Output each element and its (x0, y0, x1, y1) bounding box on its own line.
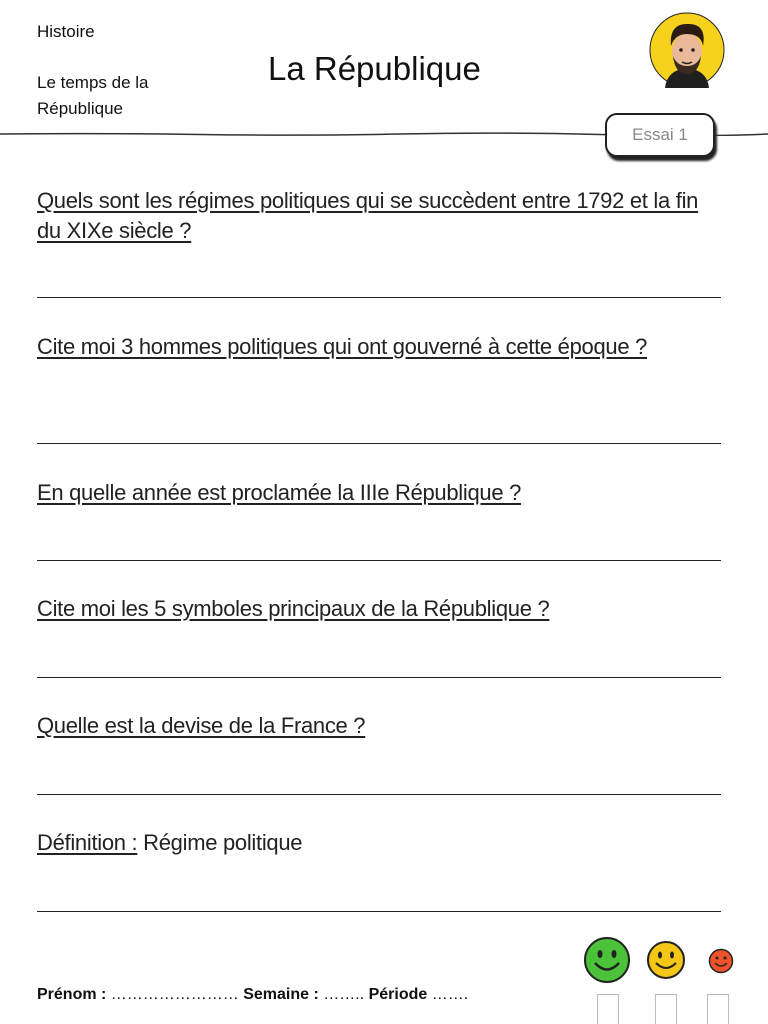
prenom-label: Prénom : (37, 986, 107, 1003)
footer-fields (37, 986, 468, 1004)
question-5-text: Quelle est la devise de la France ? (37, 713, 366, 738)
answer-line-5[interactable] (37, 794, 721, 795)
periode-label: Période (368, 986, 428, 1003)
checkbox-red[interactable] (707, 994, 729, 1024)
avatar-icon (649, 12, 725, 88)
question-2-text: Cite moi 3 hommes politiques qui ont gouverné à cette époque ? (37, 334, 648, 359)
prenom-field[interactable]: …………………… (106, 986, 244, 1003)
answer-line-6[interactable] (37, 911, 721, 912)
question-1-text: Quels sont les régimes politiques qui se succèdent entre 1792 et la fin du XIXe siècle ? (37, 188, 699, 243)
answer-line-3[interactable] (37, 560, 721, 561)
essai-badge: Essai 1 (605, 113, 715, 157)
answer-line-2[interactable] (37, 443, 721, 444)
periode-field[interactable]: ……. (427, 986, 469, 1003)
answer-line-4[interactable] (37, 677, 721, 678)
page-title: La République (268, 50, 481, 87)
subject-label: Histoire (37, 22, 95, 41)
definition-label: Définition : (37, 830, 138, 855)
smiley-green-icon (583, 936, 631, 984)
lesson-line-2: République (37, 99, 124, 118)
semaine-field[interactable]: …….. (318, 986, 369, 1003)
question-2 (37, 332, 727, 362)
question-4-text: Cite moi les 5 symboles principaux de la République ? (37, 596, 550, 621)
smiley-yellow-icon (646, 940, 686, 980)
smiley-red-icon (708, 948, 734, 974)
answer-line-1[interactable] (37, 297, 721, 298)
lesson-line-1: Le temps de la (37, 73, 149, 92)
question-5 (37, 711, 727, 741)
semaine-label: Semaine : (243, 986, 319, 1003)
checkbox-green[interactable] (597, 994, 619, 1024)
question-4 (37, 594, 727, 624)
lesson-label (37, 70, 207, 122)
checkbox-yellow[interactable] (655, 994, 677, 1024)
question-1 (37, 186, 727, 246)
question-3-text: En quelle année est proclamée la IIIe République ? (37, 480, 522, 505)
definition (37, 828, 727, 858)
question-3 (37, 478, 727, 508)
definition-term: Régime politique (137, 830, 303, 855)
